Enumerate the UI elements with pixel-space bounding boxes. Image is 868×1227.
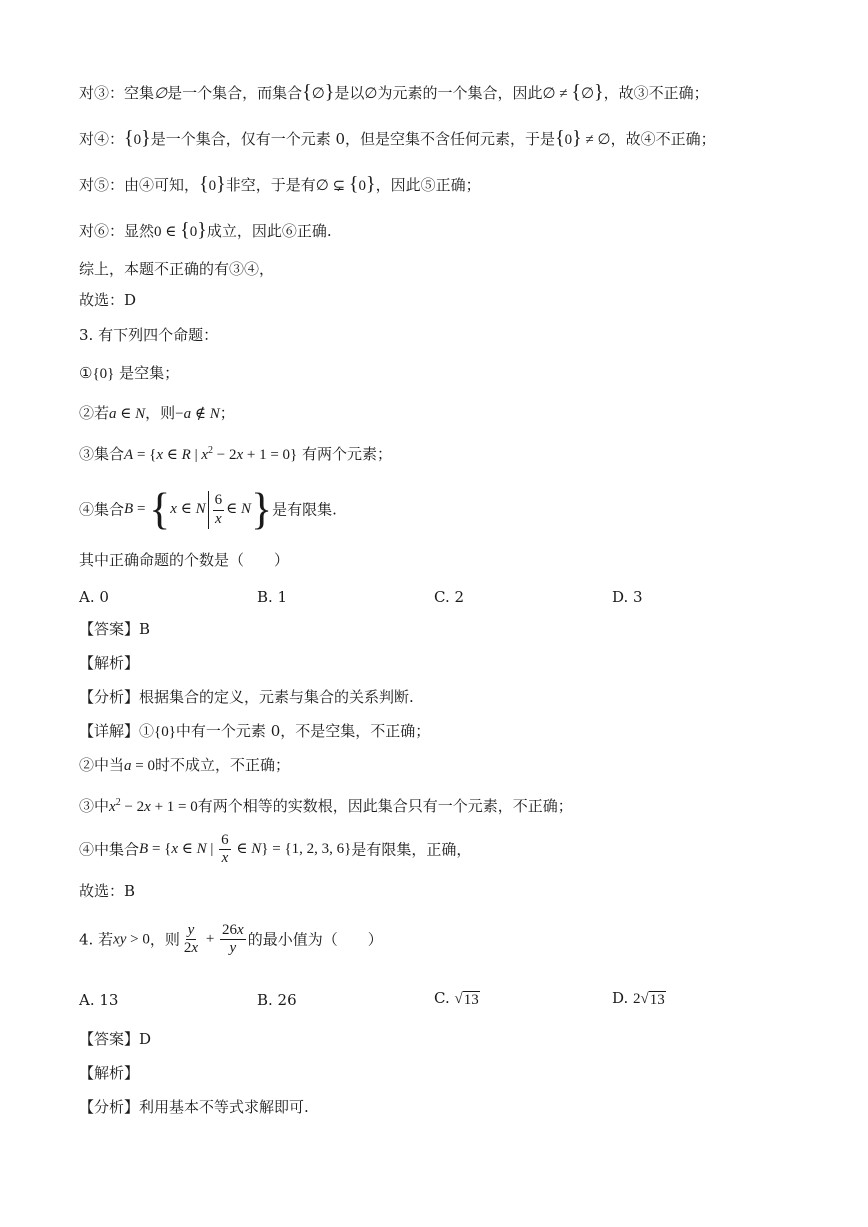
text: 有两个相等的实数根，因此集合只有一个元素，不正确； bbox=[197, 797, 573, 815]
text: ，则 bbox=[149, 930, 180, 949]
math-a-eq-0: a = 0 bbox=[124, 758, 155, 774]
q4-jiexi: 【解析】 bbox=[79, 1064, 140, 1082]
q4-fenxi: 【分析】利用基本不等式求解即可. bbox=[79, 1098, 309, 1116]
text: ④集合 bbox=[79, 500, 125, 519]
text: D. bbox=[612, 989, 634, 1007]
q3-option-a: A. 0 bbox=[79, 588, 109, 606]
text: 是有限集，正确， bbox=[351, 840, 472, 859]
text: ③集合 bbox=[79, 445, 125, 463]
text: ① bbox=[79, 364, 93, 382]
q3-prop1 bbox=[79, 366, 179, 382]
text: ，因此⑤正确； bbox=[375, 176, 481, 194]
text: ； bbox=[219, 404, 235, 422]
q3-choice: 故选：B bbox=[79, 882, 136, 900]
math-set-zero: {0} bbox=[199, 173, 226, 195]
math-emptyset: ∅ bbox=[154, 86, 168, 102]
q3-prop3 bbox=[79, 446, 392, 463]
math-set-zero: {0} bbox=[124, 127, 151, 149]
text: 【详解】① bbox=[79, 722, 155, 740]
q3-detail-3 bbox=[79, 798, 573, 815]
math-set-zero: {0} bbox=[154, 724, 176, 740]
q3-option-b: B. 1 bbox=[257, 588, 288, 606]
text: ，故④不正确； bbox=[610, 130, 716, 148]
q4-option-d bbox=[612, 989, 666, 1008]
text: ②若 bbox=[79, 404, 110, 422]
text: 对⑥：显然 bbox=[79, 222, 155, 240]
math-expression: $\frac{y}{2x}$ + $\frac{26x}{y}$ bbox=[183, 922, 244, 957]
text: 对④： bbox=[79, 130, 125, 148]
text: 非空，于是有 bbox=[225, 176, 316, 194]
text: 是一个集合，而集合 bbox=[167, 84, 303, 102]
q3-detail-1 bbox=[79, 724, 430, 740]
math-set-b-result: B = {x ∈ N | $\frac{6}{x}$ ∈ N} = {1, 2, 3, 6} bbox=[139, 832, 352, 867]
q3-jiexi: 【解析】 bbox=[79, 654, 140, 672]
q3-stem: 3. 有下列四个命题： bbox=[79, 326, 219, 344]
text: 是空集； bbox=[119, 364, 180, 382]
q3-detail-2 bbox=[79, 758, 290, 774]
line-dui3 bbox=[79, 82, 709, 102]
text: 是有限集. bbox=[272, 500, 337, 519]
math-subsetneq: ∅ ⊊ {0} bbox=[315, 173, 376, 195]
line-dui6 bbox=[79, 220, 332, 240]
q4-option-c bbox=[434, 989, 480, 1008]
q4-option-a: A. 13 bbox=[79, 991, 119, 1009]
q3-ask: 其中正确命题的个数是（ ） bbox=[79, 551, 290, 569]
text: 是一个集合，仅有一个元素 0，但是空集不含任何元素，于是 bbox=[150, 130, 556, 148]
choice-text: 故选：D bbox=[79, 291, 137, 309]
math-neq: ∅ ≠ {∅} bbox=[542, 81, 604, 103]
math-in: 0 ∈ {0} bbox=[154, 219, 207, 241]
q3-prop4 bbox=[79, 485, 337, 534]
q3-option-c: C. 2 bbox=[434, 588, 465, 606]
text: ，则 bbox=[145, 404, 176, 422]
q4-option-b: B. 26 bbox=[257, 991, 297, 1009]
q3-fenxi: 【分析】根据集合的定义，元素与集合的关系判断. bbox=[79, 688, 414, 706]
math-set-b: B = {x ∈ N $\frac{6}{x}$ ∈ N} bbox=[124, 485, 273, 534]
text: ④中集合 bbox=[79, 840, 140, 859]
text: 的最小值为（ ） bbox=[247, 930, 383, 949]
line-dui5 bbox=[79, 174, 481, 194]
line-dui4 bbox=[79, 128, 716, 148]
text: 为元素的一个集合，因此 bbox=[377, 84, 543, 102]
text: 成立，因此⑥正确. bbox=[206, 222, 332, 240]
math-sqrt13: √ 13 bbox=[454, 991, 479, 1008]
math-2sqrt13: 2√ 13 bbox=[633, 991, 665, 1008]
math-equation: $x^2 - 2x + 1 = 0$ bbox=[109, 797, 198, 815]
text: 时不成立，不正确； bbox=[154, 756, 290, 774]
text: 4. 若 bbox=[79, 930, 114, 949]
summary-text: 综上，本题不正确的有③④， bbox=[79, 260, 275, 278]
math-emptyset: ∅ bbox=[364, 86, 378, 102]
math-neq: {0} ≠ ∅ bbox=[555, 127, 611, 149]
q4-stem bbox=[79, 922, 383, 958]
text: C. bbox=[434, 989, 455, 1007]
q3-prop2 bbox=[79, 406, 235, 422]
q3-detail-4 bbox=[79, 832, 471, 868]
text: 对③：空集 bbox=[79, 84, 155, 102]
text: 有两个元素； bbox=[302, 445, 393, 463]
math-set-emptyset: {∅} bbox=[302, 81, 335, 103]
text: 中有一个元素 0，不是空集，不正确； bbox=[175, 722, 431, 740]
text: ③中 bbox=[79, 797, 110, 815]
q3-answer: 【答案】B bbox=[79, 620, 151, 638]
text: ，故③不正确； bbox=[603, 84, 709, 102]
text: 对⑤：由④可知， bbox=[79, 176, 200, 194]
text: 是以 bbox=[334, 84, 365, 102]
math-a-in-n: a ∈ N bbox=[109, 406, 146, 422]
math-neg-a-notin-n: −a ∉ N bbox=[175, 406, 220, 422]
text: ②中当 bbox=[79, 756, 125, 774]
math-xy-gt-0: xy > 0 bbox=[113, 931, 150, 948]
q4-answer: 【答案】D bbox=[79, 1030, 152, 1048]
q3-option-d: D. 3 bbox=[612, 588, 643, 606]
math-set-a: A = {x ∈ R | $x^2 - 2x + 1 = 0$} bbox=[124, 445, 298, 463]
math-set-zero: {0} bbox=[92, 366, 115, 382]
